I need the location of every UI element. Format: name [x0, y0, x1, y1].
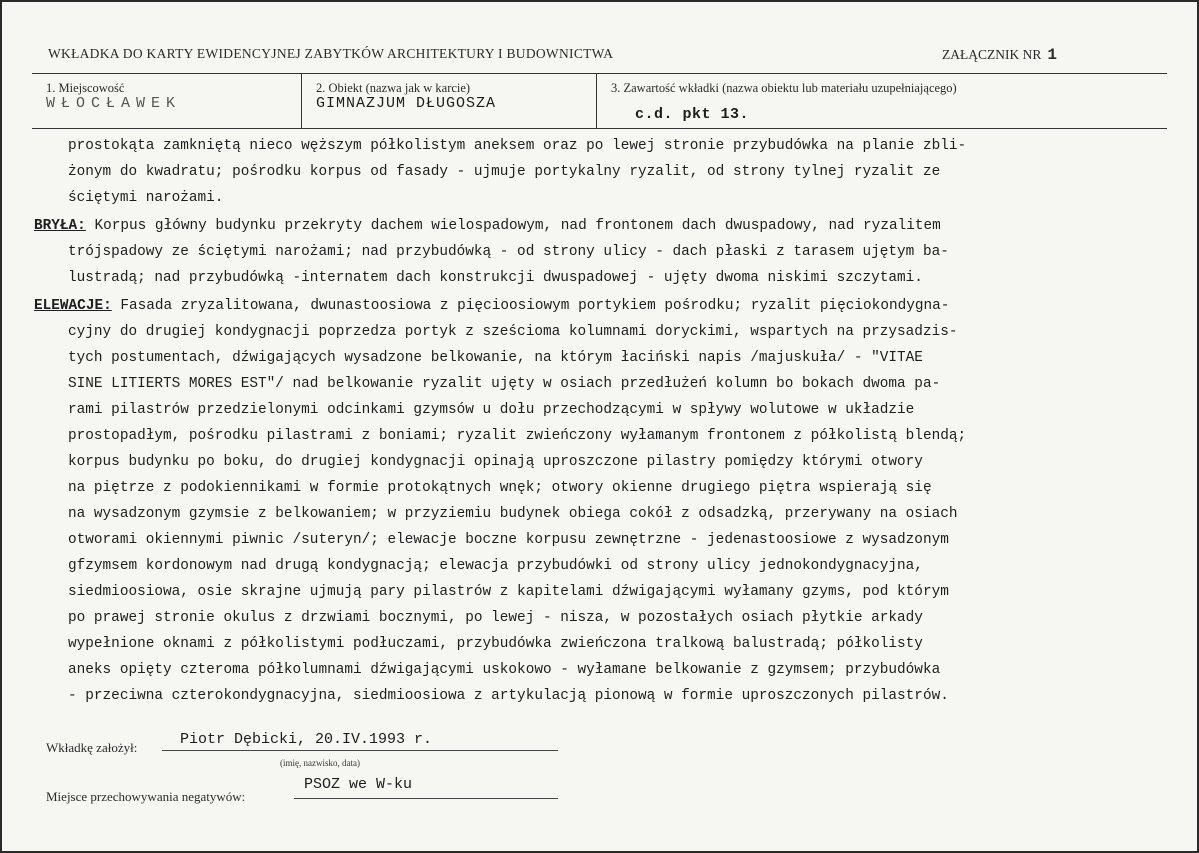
author-value: Piotr Dębicki, 20.IV.1993 r.: [180, 731, 433, 748]
header-rule-bottom: [32, 128, 1167, 129]
text-line: SINE LITIERTS MORES EST"/ nad belkowanie ryzalit ujęty w osiach przedłużeń kolumn bo bokach dwoma pa-: [68, 376, 941, 392]
bryla-label: BRYŁA:: [34, 218, 86, 234]
text-line: gfzymsem kordonowym nad drugą kondygnacją; elewacja przybudówki od strony ulicy jednokondygnacyjna,: [68, 558, 923, 574]
text-line: cyjny do drugiej kondygnacji poprzedza portyk z sześcioma kolumnami doryckimi, wspartych na przysadzis-: [68, 324, 958, 340]
text-line: korpus budynku po boku, do drugiej kondygnacji opinają uproszczone pilastry pomiędzy którymi otwory: [68, 454, 923, 470]
elewacje-label: ELEWACJE:: [34, 298, 112, 314]
attachment-label: ZAŁĄCZNIK NR: [942, 47, 1042, 62]
text-line: siedmioosiowa, osie skrajne ujmują pary pilastrów z kapitelami dźwigającymi wyłamany gzyms, pod którym: [68, 584, 949, 600]
text-line: otworami okiennymi piwnic /suteryn/; elewacje boczne korpusu zewnętrzne - jedenastoosiowe z wysadzonym: [68, 532, 949, 548]
text-line: prostopadłym, pośrodku pilastrami z boniami; ryzalit zwieńczony wyłamanym frontonem z półkolistą blendą;: [68, 428, 967, 444]
card-title: WKŁADKA DO KARTY EWIDENCYJNEJ ZABYTKÓW ARCHITEKTURY I BUDOWNICTWA: [48, 46, 614, 61]
author-label: Wkładkę założył:: [46, 740, 138, 755]
author-line: [162, 750, 558, 751]
contents-label: 3. Zawartość wkładki (nazwa obiektu lub materiału uzupełniającego): [611, 81, 957, 95]
author-sub: (imię, nazwisko, data): [280, 758, 360, 768]
elewacje-first-line: Fasada zryzalitowana, dwunastoosiowa z pięcioosiowym portykiem pośrodku; ryzalit pięciokondygna-: [111, 298, 950, 314]
text-line: trójspadowy ze ściętymi narożami; nad przybudówką - od strony ulicy - dach płaski z tarasem ujętym ba-: [68, 244, 949, 260]
bryla-first-line: Korpus główny budynku przekryty dachem wielospadowym, nad frontonem dach dwuspadowy, nad ryzalitem: [85, 218, 941, 234]
locality-label: 1. Miejscowość: [46, 81, 125, 95]
text-line: [34, 213, 1164, 239]
attachment-number-value: 1: [1047, 46, 1057, 64]
negatives-label: Miejsce przechowywania negatywów:: [46, 789, 246, 804]
text-line: żonym do kwadratu; pośrodku korpus od fasady - ujmuje portykalny ryzalit, od strony tylnej ryzalit ze: [68, 164, 941, 180]
text-line: na piętrze z podokiennikami w formie protokątnych wnęk; otwory okienne drugiego piętra wspierają się: [68, 480, 932, 496]
attachment-number: [942, 46, 1057, 64]
text-line: ściętymi narożami.: [68, 190, 224, 206]
text-line: po prawej stronie okulus z drzwiami bocznymi, po lewej - nisza, w pozostałych osiach płytkie arkady: [68, 610, 923, 626]
text-line: tych postumentach, dźwigających wysadzone belkowanie, na którym łaciński napis /majuskuła/ - "VITAE: [68, 350, 923, 366]
object-label: 2. Obiekt (nazwa jak w karcie): [316, 81, 471, 95]
text-line: prostokąta zamkniętą nieco węższym półkolistym aneksem oraz po lewej stronie przybudówka na planie zbli-: [68, 138, 967, 154]
contents-value: c.d. pkt 13.: [635, 106, 750, 123]
elewacje-paragraph: [34, 293, 1164, 709]
text-line: - przeciwna czterokondygnacyjna, siedmioosiowa z artykulacją pionową w formie uproszczonych pilastrów.: [68, 688, 949, 704]
text-line: [34, 293, 1164, 319]
negatives-line: [294, 798, 558, 799]
locality-value: WŁOCŁAWEK: [46, 95, 182, 112]
locality-cell: [32, 73, 302, 128]
contents-cell: [597, 73, 1167, 128]
text-line: rami pilastrów przedzielonymi odcinkami gzymsów u dołu przechodzącymi w spływy wolutowe w układzie: [68, 402, 915, 418]
text-line: lustradą; nad przybudówką -internatem dach konstrukcji dwuspadowej - ujęty dwoma niskimi szczytami.: [68, 270, 923, 286]
object-cell: [302, 73, 597, 128]
field-row: [32, 73, 1167, 128]
text-line: wypełnione oknami z półkolistymi podłuczami, przybudówka zwieńczona tralkową balustradą; półkolisty: [68, 636, 923, 652]
bryla-paragraph: [34, 213, 1164, 291]
negatives-value: PSOZ we W-ku: [304, 776, 413, 793]
description-text: [34, 133, 1164, 709]
text-line: aneks opięty czteroma półkolumnami dźwigającymi uskokowo - wyłamane belkowanie z gzymsem; przybudówka: [68, 662, 941, 678]
intro-paragraph: [34, 133, 1164, 211]
object-value: GIMNAZJUM DŁUGOSZA: [316, 95, 497, 112]
text-line: na wysadzonym gzymsie z belkowaniem; w przyziemiu budynek obiega cokół z odsadzką, przerywany na osiach: [68, 506, 958, 522]
